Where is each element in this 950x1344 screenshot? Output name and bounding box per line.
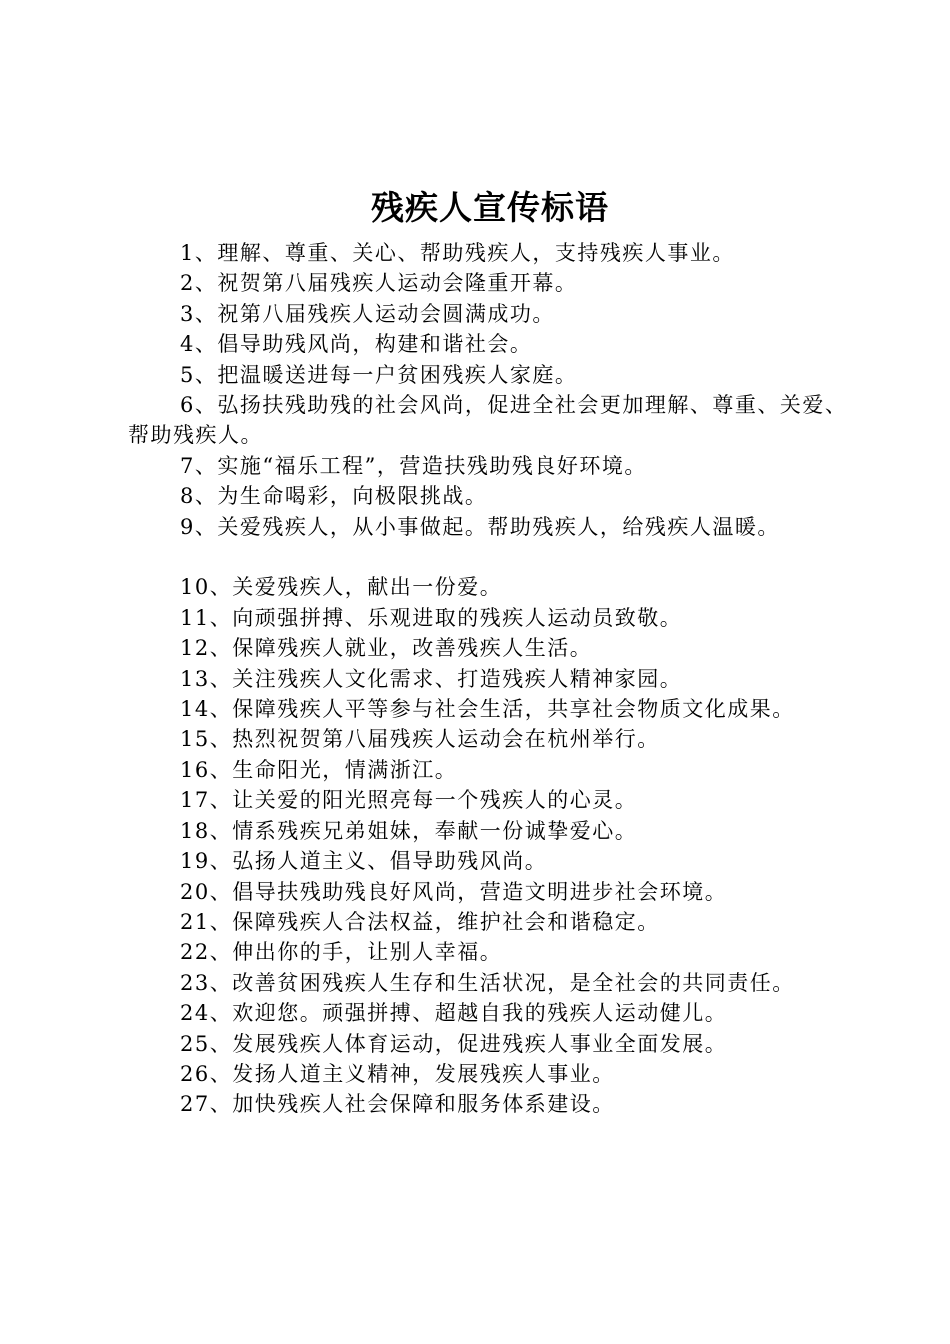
slogan-item: 17、让关爱的阳光照亮每一个残疾人的心灵。 xyxy=(180,788,638,813)
slogan-item: 19、弘扬人道主义、倡导助残风尚。 xyxy=(180,849,548,874)
slogan-item: 3、祝第八届残疾人运动会圆满成功。 xyxy=(180,301,555,326)
slogan-item: 8、为生命喝彩，向极限挑战。 xyxy=(180,484,488,509)
slogan-item: 22、伸出你的手，让别人幸福。 xyxy=(180,940,503,965)
slogan-item: 12、保障残疾人就业，改善残疾人生活。 xyxy=(180,636,593,661)
slogan-item: 14、保障残疾人平等参与社会生活，共享社会物质文化成果。 xyxy=(180,697,795,722)
slogan-item: 23、改善贫困残疾人生存和生活状况，是全社会的共同责任。 xyxy=(180,970,795,995)
slogan-item: 9、关爱残疾人，从小事做起。帮助残疾人，给残疾人温暖。 xyxy=(180,514,780,539)
document-page xyxy=(128,186,852,1120)
slogan-item: 1、理解、尊重、关心、帮助残疾人，支持残疾人事业。 xyxy=(180,241,735,265)
slogan-item: 27、加快残疾人社会保障和服务体系建设。 xyxy=(180,1092,615,1117)
slogan-item: 11、向顽强拼搏、乐观进取的残疾人运动员致敬。 xyxy=(180,605,683,630)
slogan-item: 13、关注残疾人文化需求、打造残疾人精神家园。 xyxy=(180,666,683,691)
document-title: 残疾人宣传标语 xyxy=(371,188,609,227)
slogan-item: 25、发展残疾人体育运动，促进残疾人事业全面发展。 xyxy=(180,1031,728,1056)
slogan-item: 5、把温暖送进每一户贫困残疾人家庭。 xyxy=(180,362,578,387)
slogan-item: 24、欢迎您。顽强拼搏、超越自我的残疾人运动健儿。 xyxy=(180,1001,728,1026)
slogan-item: 16、生命阳光，情满浙江。 xyxy=(180,757,458,782)
slogan-item: 21、保障残疾人合法权益，维护社会和谐稳定。 xyxy=(180,909,660,934)
slogan-item: 15、热烈祝贺第八届残疾人运动会在杭州举行。 xyxy=(180,727,660,752)
blank-line xyxy=(128,542,852,572)
slogan-item: 4、倡导助残风尚，构建和谐社会。 xyxy=(180,332,533,357)
slogan-item: 6、弘扬扶残助残的社会风尚，促进全社会更加理解、尊重、关爱、帮助残疾人。 xyxy=(128,393,848,448)
slogan-item: 2、祝贺第八届残疾人运动会隆重开幕。 xyxy=(180,271,578,296)
slogan-item: 20、倡导扶残助残良好风尚，营造文明进步社会环境。 xyxy=(180,879,728,904)
slogan-item: 26、发扬人道主义精神，发展残疾人事业。 xyxy=(180,1061,615,1086)
slogan-item: 7、实施“福乐工程”，营造扶残助残良好环境。 xyxy=(180,453,647,478)
slogan-list xyxy=(128,238,852,1120)
slogan-item: 18、情系残疾兄弟姐妹，奉献一份诚挚爱心。 xyxy=(180,818,638,843)
slogan-item: 10、关爱残疾人，献出一份爱。 xyxy=(180,575,503,600)
